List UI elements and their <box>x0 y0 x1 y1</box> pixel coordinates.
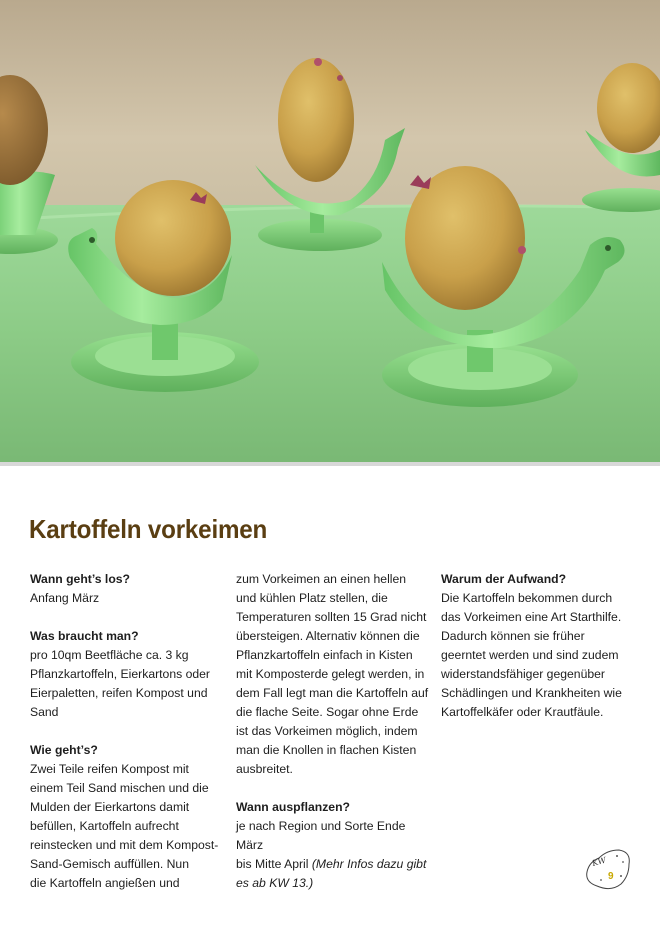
text-line: Pflanzkartoffeln einfach in Kisten <box>236 648 413 662</box>
column-continued <box>236 570 432 893</box>
text-line: Schädlingen und Krankheiten wie <box>441 686 622 700</box>
potato-icon <box>587 850 630 889</box>
section-heading-planting: Wann auspflanzen? <box>236 800 350 814</box>
section-heading-why: Warum der Aufwand? <box>441 572 567 586</box>
text-line: mit Komposterde gelegt werden, in <box>236 667 425 681</box>
text-line: man die Knollen in flachen Kisten <box>236 743 417 757</box>
text-line: einem Teil Sand mischen und die <box>30 781 209 795</box>
text-line: Sand-Gemisch auffüllen. Nun <box>30 857 189 871</box>
text-line <box>236 855 432 874</box>
text-line: zum Vorkeimen an einen hellen <box>236 572 407 586</box>
text-line: Dadurch können sie früher <box>441 629 585 643</box>
header-photo <box>0 0 660 466</box>
text-line: Temperaturen sollten 15 Grad nicht <box>236 610 427 624</box>
text-line: Anfang März <box>30 591 100 605</box>
week-label: KW <box>591 855 607 868</box>
text-line: dem Fall legt man die Kartoffeln auf <box>236 686 429 700</box>
text-line: widerstandsfähiger gegenüber <box>441 667 605 681</box>
text-line: übersteigen. Alternativ können die <box>236 629 420 643</box>
text-line: Pflanzkartoffeln, Eierkartons oder <box>30 667 210 681</box>
text-line: die Kartoffeln angießen und <box>30 876 180 890</box>
text-line: ausbreitet. <box>236 762 293 776</box>
text-italic-note: es ab KW 13.) <box>236 876 314 890</box>
text-line: ist das Vorkeimen möglich, indem <box>236 724 418 738</box>
text-line: und kühlen Platz stellen, die <box>236 591 388 605</box>
text-line: die flache Seite. Sogar ohne Erde <box>236 705 419 719</box>
text-line: das Vorkeimen eine Art Starthilfe. <box>441 610 622 624</box>
column-when-what-how <box>30 570 230 893</box>
text-line: Zwei Teile reifen Kompost mit <box>30 762 189 776</box>
text-italic-note: (Mehr Infos dazu gibt <box>311 857 427 871</box>
text-line: Mulden der Eierkartons damit <box>30 800 190 814</box>
section-heading-how: Wie geht’s? <box>30 743 98 757</box>
text-line: befüllen, Kartoffeln aufrecht <box>30 819 179 833</box>
text-line: Die Kartoffeln bekommen durch <box>441 591 613 605</box>
text-line: Eierpaletten, reifen Kompost und <box>30 686 208 700</box>
text-plain: bis Mitte April <box>236 857 312 871</box>
page-number: 9 <box>608 871 614 882</box>
text-line: Sand <box>30 705 59 719</box>
text-line: je nach Region und Sorte Ende März <box>236 819 406 852</box>
text-line: geerntet werden und sind zudem <box>441 648 619 662</box>
text-line: reinstecken und mit dem Kompost- <box>30 838 219 852</box>
text-line: Kartoffelkäfer oder Krautfäule. <box>441 705 604 719</box>
column-why <box>441 570 631 722</box>
section-heading-when: Wann geht’s los? <box>30 572 130 586</box>
week-badge <box>583 846 633 894</box>
section-heading-what: Was braucht man? <box>30 629 139 643</box>
text-line: pro 10qm Beetfläche ca. 3 kg <box>30 648 189 662</box>
page-title: Kartoffeln vorkeimen <box>29 514 268 544</box>
